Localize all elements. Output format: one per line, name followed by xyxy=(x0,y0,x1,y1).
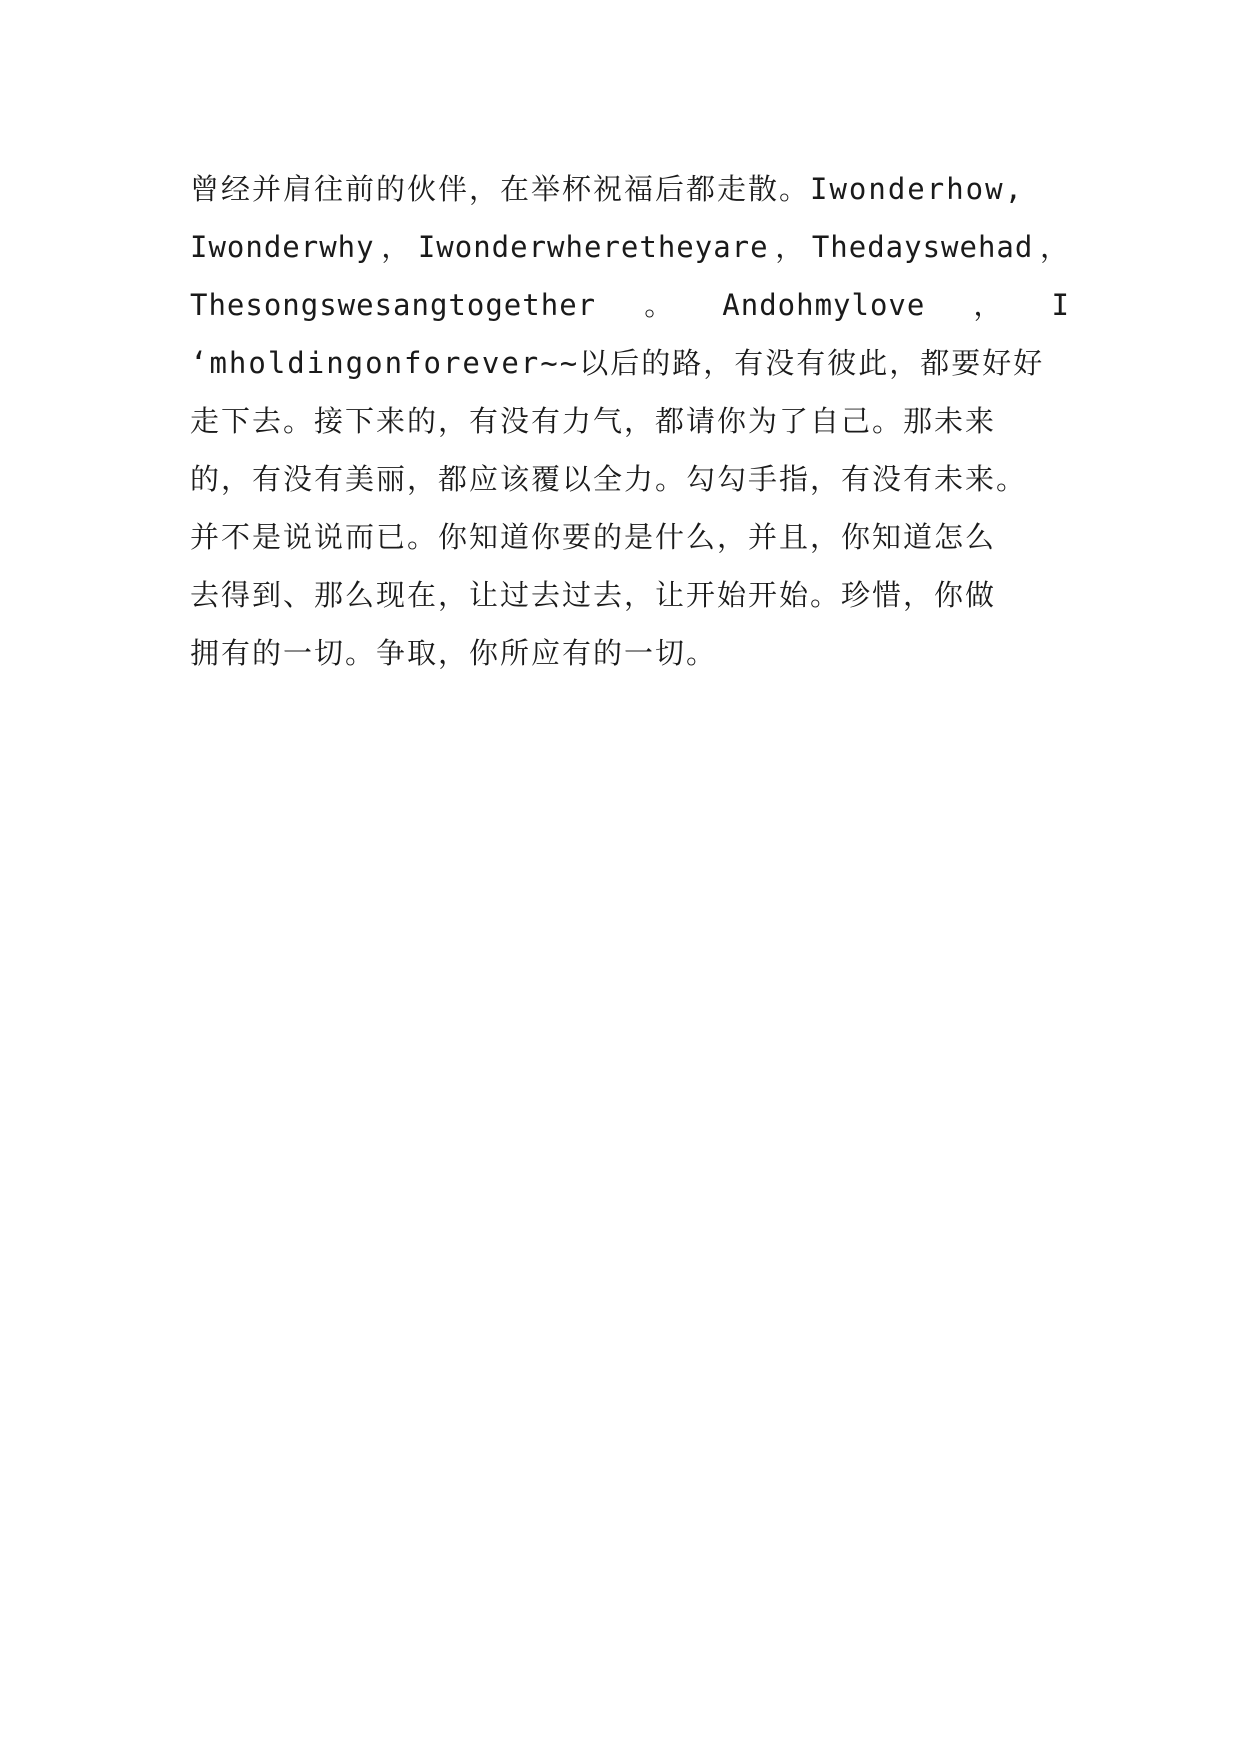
text-segment: I xyxy=(1051,288,1070,322)
text-line-2 xyxy=(190,218,1070,276)
text-segment: 。 xyxy=(644,288,675,322)
text-segment: ， xyxy=(1039,230,1070,264)
text-segment: Thedayswehad xyxy=(811,230,1034,264)
body-paragraph xyxy=(190,160,1070,682)
text-segment: Thesongswesangtogether xyxy=(190,288,597,322)
text-line-8: 去得到、那么现在，让过去过去，让开始开始。珍惜，你做 xyxy=(190,578,997,612)
text-segment: ， xyxy=(381,230,412,264)
text-line-4: ‘mholdingonforever~~以后的路，有没有彼此，都要好好 xyxy=(190,346,1045,380)
text-line-9: 拥有的一切。争取，你所应有的一切。 xyxy=(190,636,718,670)
text-line-5: 走下去。接下来的，有没有力气，都请你为了自己。那未来 xyxy=(190,404,997,438)
text-segment: ， xyxy=(973,288,1004,322)
text-segment: ， xyxy=(775,230,806,264)
text-line-7: 并不是说说而已。你知道你要的是什么，并且，你知道怎么 xyxy=(190,520,997,554)
text-segment: Iwonderwheretheyare xyxy=(417,230,769,264)
text-line-6: 的，有没有美丽，都应该覆以全力。勾勾手指，有没有未来。 xyxy=(190,462,1028,496)
text-line-1: 曾经并肩往前的伙伴，在举杯祝福后都走散。Iwonderhow, xyxy=(190,172,1025,206)
text-line-3 xyxy=(190,276,1070,334)
text-segment: Andohmylove xyxy=(722,288,926,322)
text-segment: Iwonderwhy xyxy=(190,230,375,264)
